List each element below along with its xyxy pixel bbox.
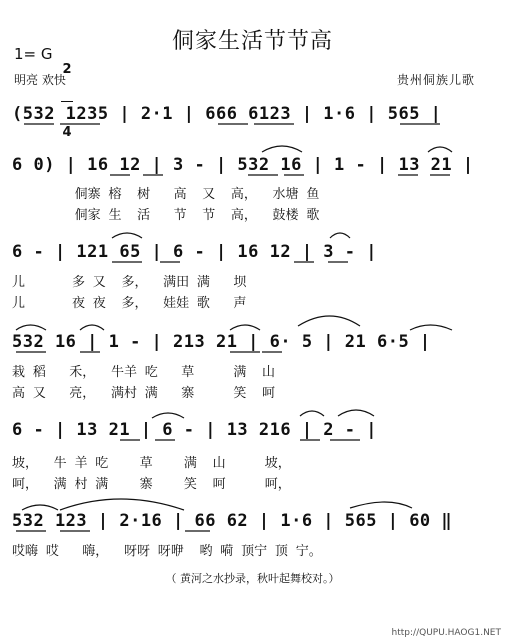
key-signature: 1= G [14,45,53,63]
time-signature-bottom: 4 [62,125,72,140]
time-signature-top: 2 [62,62,72,77]
notation-row-3: 6 - | 121 65 | 6 - | 16 12 | 3 - | [12,242,377,262]
lyrics-row-5-verse-1: 坡， 牛 羊 吃 草 满 山 坡， [12,456,291,471]
notation-row-6: 532 123 | 2·16 | 66 62 | 1·6 | 565 | 60 ‖ [12,511,453,531]
transcription-note: （ 黄河之水抄录，秋叶起舞校对。） [165,572,340,585]
lyrics-row-5-verse-2: 呵， 满 村 满 寨 笑 呵 呵， [12,477,291,492]
lyrics-row-4-verse-2: 高 又 亮， 满村 满 寨 笑 呵 [12,386,276,401]
notation-row-1: (532 1235 | 2·1 | 666 6123 | 1·6 | 565 | [12,104,442,124]
lyrics-row-2-verse-2: 侗家 生 活 节 节 高， 鼓楼 歌 [12,208,320,223]
tempo-marking: 明亮 欢快 [14,73,66,87]
lyrics-row-4-verse-1: 栽 稻 禾， 牛羊 吃 草 满 山 [12,365,276,380]
watermark: http://QUPU.HAOG1.NET [391,628,501,638]
notation-row-2: 6 0) | 16 12 | 3 - | 532 16 | 1 - | 13 21 | [12,155,474,175]
notation-row-5: 6 - | 13 21 | 6 - | 13 216 | 2 - | [12,420,377,440]
lyrics-row-6-verse-1: 哎嗨 哎 嗨， 呀呀 呀咿 哟 嗬 顶宁 顶 宁。 [12,544,322,559]
lyrics-row-3-verse-1: 儿 多 又 多， 满田 满 坝 [12,275,247,290]
song-origin: 贵州侗族儿歌 [396,73,475,87]
lyrics-row-2-verse-1: 侗寨 榕 树 高 又 高， 水塘 鱼 [12,187,320,202]
lyrics-row-3-verse-2: 儿 夜 夜 多， 娃娃 歌 声 [12,296,247,311]
notation-row-4: 532 16 | 1 - | 213 21 | 6· 5 | 21 6·5 | [12,332,431,352]
song-title: 侗家生活节节高 [171,29,333,54]
